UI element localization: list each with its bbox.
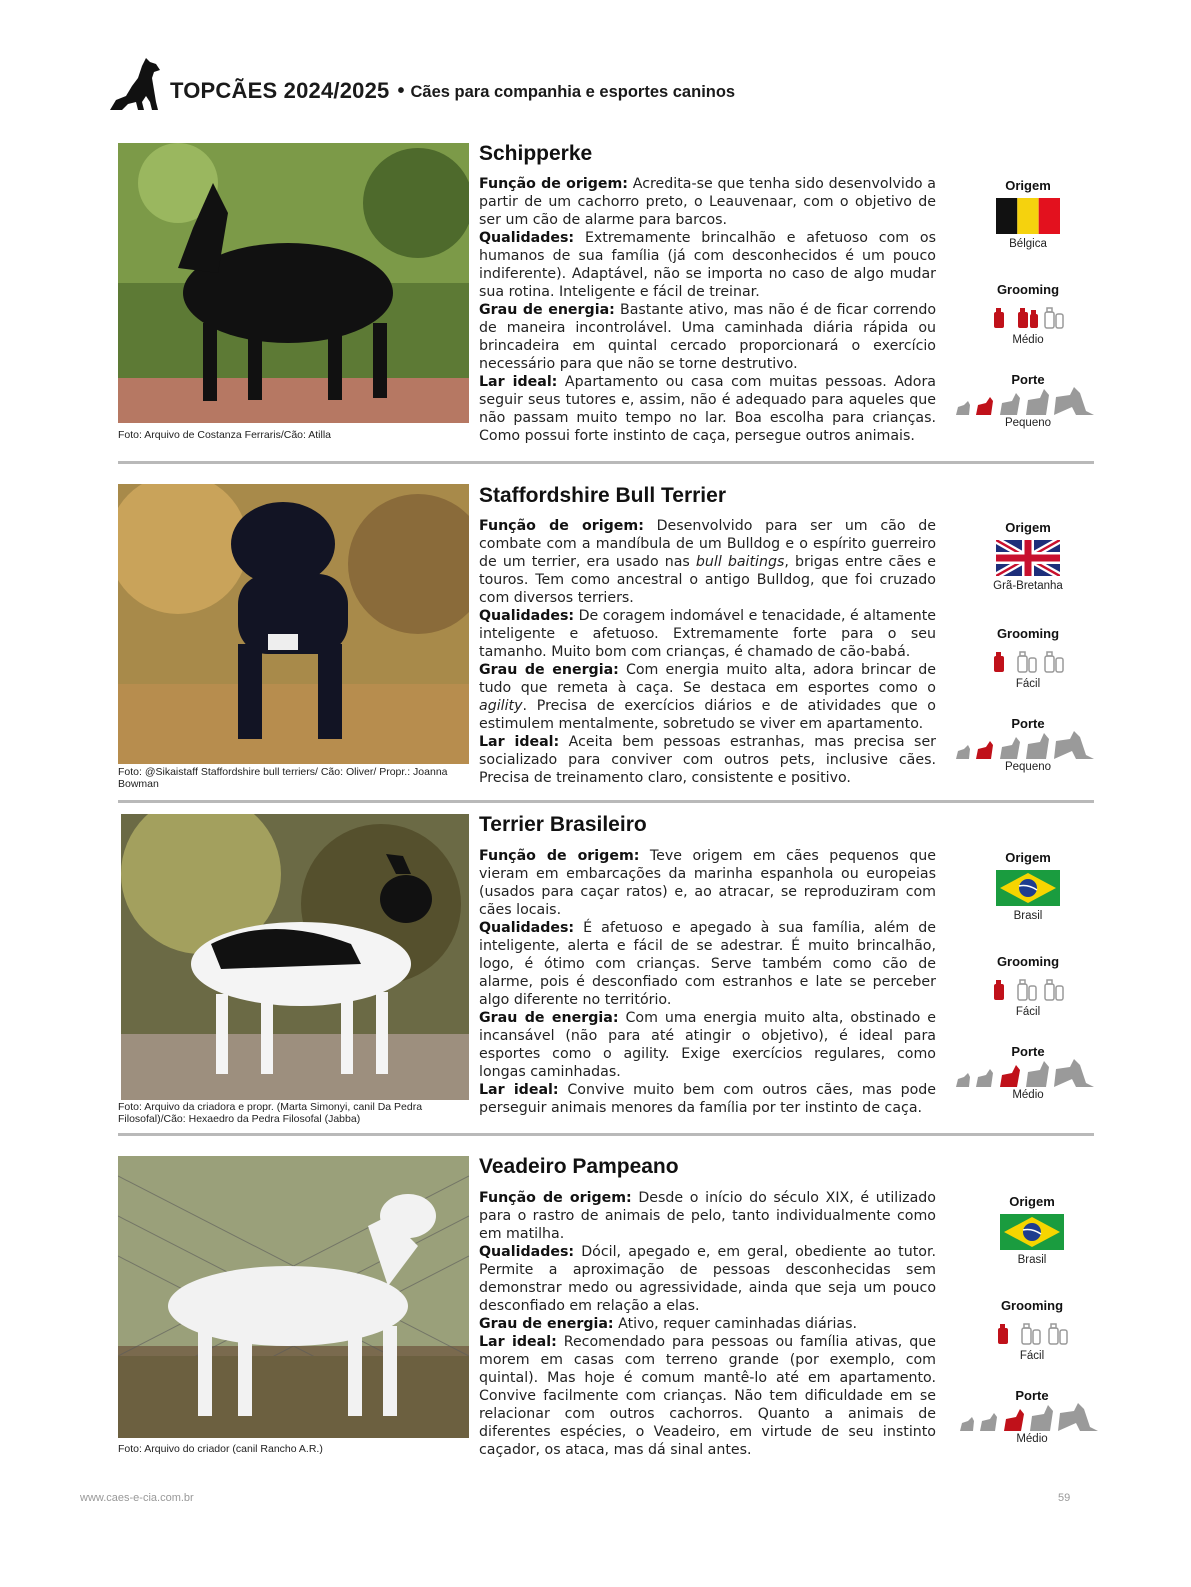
energy-label: Grau de energia: (479, 1010, 619, 1026)
size-level: Pequeno (1004, 417, 1052, 429)
breed-sidebar (974, 520, 1082, 773)
breed-entry-veadeiro-pampeano (118, 1154, 1094, 1464)
qualities-text: É afetuoso e apegado à sua família, além de inteligente, alerta e fácil de se adestrar. É muito brincalhão, logo, é ótimo com crianças. Serve também como cão de alarme, pois é desconfiado com estranhos e late se perceber algo diferente no território. (479, 920, 936, 1008)
breed-photo (118, 1156, 469, 1438)
breed-photo (118, 484, 469, 764)
ideal-home-label: Lar ideal: (479, 734, 560, 750)
ideal-home-label: Lar ideal: (479, 1334, 557, 1350)
size-rating-icon (954, 731, 1096, 761)
origin-function-label: Função de origem: (479, 848, 640, 864)
origin-country: Brasil (1017, 1254, 1047, 1266)
grooming-label: Grooming (996, 626, 1060, 641)
photo-caption: Foto: @Sikaistaff Staffordshire bull terriers/ Cão: Oliver/ Propr.: Joanna Bowman (118, 766, 448, 790)
footer-url: www.caes-e-cia.com.br (80, 1492, 194, 1504)
energy-text-2: . Precisa de exercícios diários e de atividades que o estimulem mentalmente, sobretudo se viver em apartamento. (479, 698, 936, 732)
size-level: Médio (1016, 1433, 1048, 1445)
grooming-rating-icon (990, 648, 1066, 676)
qualities-text: De coragem indomável e tenacidade, é altamente inteligente e afetuoso. Extremamente forte para o seu tamanho. Muito bom com crianças, é chamado de cão-babá. (479, 608, 936, 660)
energy-label: Grau de energia: (479, 662, 619, 678)
breed-name: Schipperke (479, 142, 593, 165)
qualities-label: Qualidades: (479, 230, 575, 246)
origin-function-text: Desde o início do século XIX, é utilizado para o rastro de animais de pelo, tanto individualmente como em matilha. (479, 1190, 936, 1242)
grooming-rating-icon (994, 1320, 1070, 1348)
breed-name: Veadeiro Pampeano (479, 1155, 679, 1178)
photo-caption: Foto: Arquivo da criadora e propr. (Marta Simonyi, canil Da Pedra Filosofal)/Cão: Hexaedro da Pedra Filosofal (Jabba) (118, 1101, 423, 1125)
size-level: Pequeno (1004, 761, 1052, 773)
grooming-level: Fácil (1019, 1350, 1045, 1362)
brazil-flag-icon (1000, 1214, 1064, 1250)
energy-text: Com energia muito alta, adora brincar de tudo que remeta à caça. Se destaca em esportes como o (479, 662, 936, 696)
ideal-home-text: Recomendado para pessoas ou família ativas, que morem em casas com terreno grande (por exemplo, com quintal). Mas hoje é comum mantê-lo até em apartamento. Convive facilmente com crianças. Não tem dificuldade em se relacionar com outros cachorros. Quanto a animais de diferentes espécies, o Veadeiro, em virtude de seu instinto caçador, os ataca, mas dá sinal antes. (479, 1334, 936, 1458)
size-level: Médio (1012, 1089, 1044, 1101)
energy-text: Bastante ativo, mas não é de ficar correndo de maneira incontrolável. Uma caminhada diária rápida ou brincadeira em quintal cercado proporcionará o exercício necessário para que não se torne destrutivo. (479, 302, 937, 372)
ideal-home-text: Convive muito bem com outros cães, mas pode perseguir animais menores da família por ter instinto de caça. (479, 1082, 936, 1116)
ideal-home-text: Aceita bem pessoas estranhas, mas precisa ser socializado para conviver com outros pets, inclusive cães. Precisa de treinamento claro, consistente e positivo. (479, 734, 937, 786)
origin-function-text: Acredita-se que tenha sido desenvolvido a partir de um cachorro preto, o Leauvenaar, com o objetivo de ser um cão de alarme para barcos. (479, 176, 936, 228)
breed-name: Terrier Brasileiro (479, 813, 647, 836)
breed-sidebar (974, 850, 1082, 1101)
section-divider (118, 461, 1094, 464)
page-number: 59 (1058, 1492, 1071, 1504)
breed-entry-schipperke (118, 140, 1094, 458)
section-divider (118, 800, 1094, 803)
ideal-home-label: Lar ideal: (479, 1082, 559, 1098)
origin-country: Grã-Bretanha (993, 580, 1063, 592)
origin-label: Origem (1005, 520, 1051, 535)
grooming-level: Fácil (1015, 678, 1041, 690)
origin-function-label: Função de origem: (479, 176, 628, 192)
origin-country: Bélgica (1009, 238, 1047, 250)
grooming-rating-icon (990, 976, 1066, 1004)
size-rating-icon (958, 1403, 1100, 1433)
photo-caption: Foto: Arquivo do criador (canil Rancho A.R.) (118, 1443, 323, 1455)
breed-photo (118, 143, 469, 423)
grooming-label: Grooming (996, 282, 1060, 297)
page-header (108, 56, 735, 112)
size-rating-icon (954, 387, 1096, 417)
breed-description (479, 847, 936, 1117)
energy-text: Com uma energia muito alta, obstinado e incansável (não para até atingir o objetivo), é ideal para esportes como o agility. Exige exercícios regulares, como longas caminhadas. (479, 1010, 936, 1080)
grooming-level: Médio (1012, 334, 1044, 346)
grooming-level: Fácil (1015, 1006, 1041, 1018)
grooming-rating-icon (990, 304, 1066, 332)
belgium-flag-icon (996, 198, 1060, 234)
origin-label: Origem (1009, 1194, 1055, 1209)
section-divider (118, 1133, 1094, 1136)
breed-name: Staffordshire Bull Terrier (479, 484, 726, 507)
size-label: Porte (1011, 716, 1045, 731)
energy-label: Grau de energia: (479, 1316, 614, 1332)
qualities-label: Qualidades: (479, 920, 575, 936)
origin-function-text: Desenvolvido para ser um cão de combate com a mandíbula de um Bulldog e o espírito guerreiro de um terrier, era usado nas (479, 518, 937, 570)
origin-function-label: Função de origem: (479, 1190, 632, 1206)
size-rating-icon (954, 1059, 1096, 1089)
breed-description (479, 517, 936, 787)
ideal-home-text: Apartamento ou casa com muitas pessoas. Adora seguir seus tutores e, assim, não é adequado para aqueles que não passam muito tempo no lar. Boa escolha para crianças. Como possui forte instinto de caça, persegue outros animais. (479, 374, 936, 444)
origin-function-text: Teve origem em cães pequenos que vieram em embarcações da marinha espanhola ou europeias (usados para caçar ratos) e, ao atracar, se reproduziram com cães locais. (479, 848, 936, 918)
breed-sidebar (978, 1194, 1086, 1445)
breed-entry-staffordshire-bull-terrier (118, 482, 1094, 792)
title-separator: • (397, 79, 405, 102)
size-label: Porte (1011, 372, 1045, 387)
ideal-home-label: Lar ideal: (479, 374, 558, 390)
origin-function-italic: bull baitings (695, 554, 785, 570)
qualities-label: Qualidades: (479, 608, 575, 624)
uk-flag-icon (996, 540, 1060, 576)
energy-italic: agility (479, 698, 523, 714)
qualities-label: Qualidades: (479, 1244, 575, 1260)
energy-text: Ativo, requer caminhadas diárias. (618, 1316, 858, 1332)
breed-entry-terrier-brasileiro (118, 812, 1094, 1127)
breed-photo (121, 814, 469, 1100)
breed-description (479, 175, 936, 445)
origin-label: Origem (1005, 178, 1051, 193)
origin-label: Origem (1005, 850, 1051, 865)
page-subtitle: Cães para companhia e esportes caninos (410, 82, 736, 101)
qualities-text: Extremamente brincalhão e afetuoso com os humanos de sua família (já com desconhecidos é um pouco indiferente). Adaptável, não se importa no caso de algo mudar sua rotina. Inteligente e fácil de treinar. (479, 230, 937, 300)
grooming-label: Grooming (996, 954, 1060, 969)
page-title: TOPCÃES 2024/2025 (170, 78, 390, 103)
size-label: Porte (1011, 1044, 1045, 1059)
dog-silhouette-icon (108, 56, 162, 112)
origin-function-label: Função de origem: (479, 518, 644, 534)
breed-sidebar (974, 178, 1082, 429)
size-label: Porte (1015, 1388, 1049, 1403)
energy-label: Grau de energia: (479, 302, 615, 318)
origin-country: Brasil (1013, 910, 1043, 922)
qualities-text: Dócil, apegado e, em geral, obediente ao tutor. Permite a aproximação de pessoas desconhecidas sem demonstrar medo ou agressividade, ainda que seja um pouco desconfiado em relação a elas. (479, 1244, 936, 1314)
grooming-label: Grooming (1000, 1298, 1064, 1313)
origin-function-text-2: , brigas entre cães e touros. Tem como ancestral o antigo Bulldog, que foi cruzado com diversos terriers. (479, 554, 936, 606)
brazil-flag-icon (996, 870, 1060, 906)
photo-caption: Foto: Arquivo de Costanza Ferraris/Cão: Atilla (118, 429, 332, 441)
breed-description (479, 1189, 936, 1459)
